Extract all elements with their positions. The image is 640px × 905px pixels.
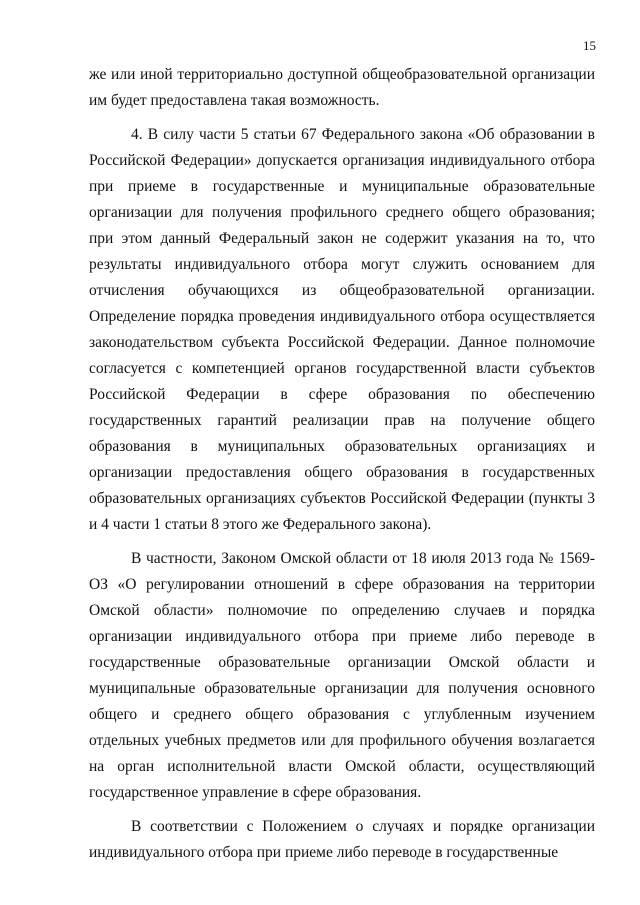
page-number: 15: [583, 38, 596, 53]
paragraph-item-4: 4. В силу части 5 статьи 67 Федерального закона «Об образовании в Российской Федерации» допускается организация индивидуального отбора при приеме в государственные и муниципальные образовательные организации для получения профильного среднего общего образования; при этом данный Федеральный закон не содержит указания на то, что результаты индивидуального отбора могут служить основанием для отчисления обучающихся из общеобразовательной организации. Определение порядка проведения индивидуального отбора осуществляется законодательством субъекта Российской Федерации. Данное полномочие согласуется с компетенцией органов государственной власти субъектов Российской Федерации в сфере образования по обеспечению государственных гарантий реализации прав на получение общего образования в муниципальных образовательных организациях и организации предоставления общего образования в государственных образовательных организациях субъектов Российской Федерации (пункты 3 и 4 части 1 статьи 8 этого же Федерального закона).: [89, 126, 595, 533]
paragraph-omsk-law: В частности, Законом Омской области от 18 июля 2013 года № 1569-ОЗ «О регулировании отношений в сфере образования на территории Омской области» полномочие по определению случаев и порядка организации индивидуального отбора при приеме либо переводе в государственные образовательные организации Омской области и муниципальные образовательные организации для получения основного общего и среднего общего образования с углубленным изучением отдельных учебных предметов или для профильного обучения возлагается на орган исполнительной власти Омской области, осуществляющий государственное управление в сфере образования.: [89, 550, 595, 801]
document-body: [89, 62, 595, 866]
paragraph-continuation: же или иной территориально доступной общеобразовательной организации им будет предоставлена такая возможность.: [89, 66, 595, 109]
paragraph-regulation: В соответствии с Положением о случаях и порядке организации индивидуального отбора при приеме либо переводе в государственные: [89, 818, 595, 861]
